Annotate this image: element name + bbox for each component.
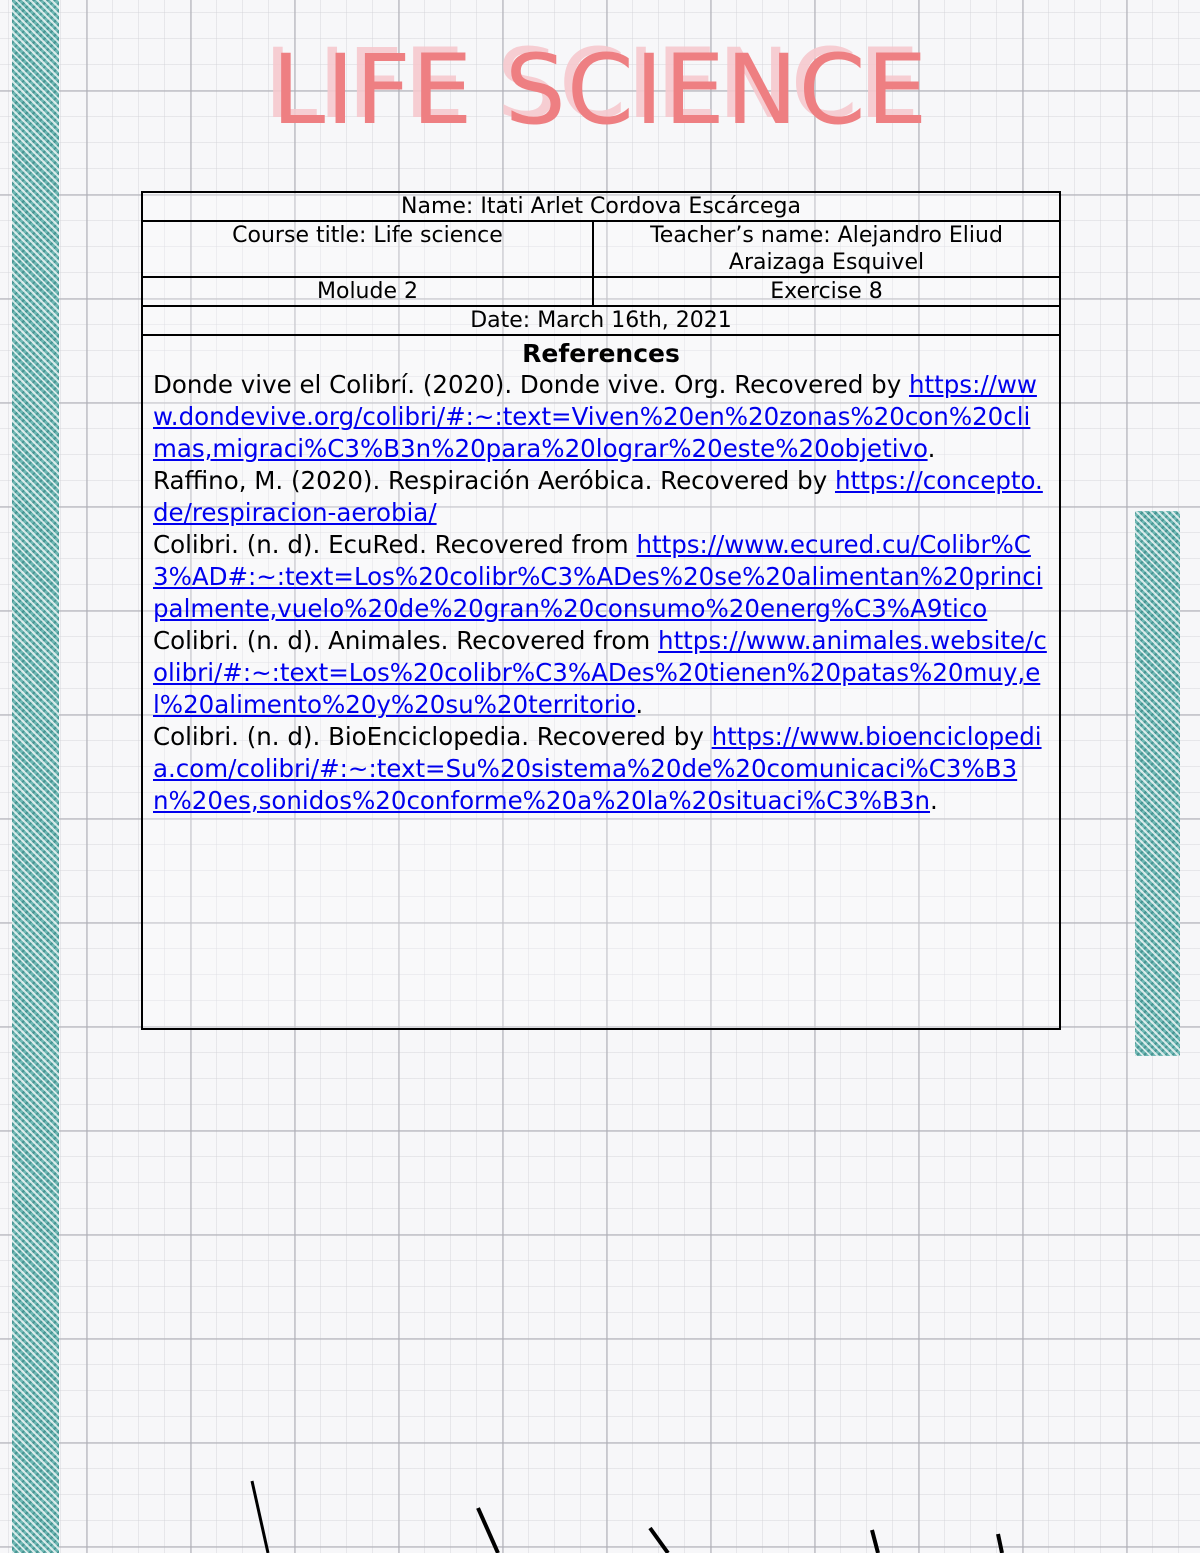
sketch-stroke (872, 1530, 878, 1553)
reference-item: Donde vive el Colibrí. (2020). Donde vive. Org. Recovered by https://www.dondevive.org/colibri/#:~:text=Viven%20en%20zonas%20con%20climas,migraci%C3%B3n%20para%20lograr%20este%20objetivo. (153, 370, 1037, 463)
sketch-stroke (650, 1528, 668, 1553)
reference-item: Colibri. (n. d). Animales. Recovered from https://www.animales.website/colibri/#:~:text=Los%20colibr%C3%ADes%20tienen%20patas%20muy,el%20alimento%20y%20su%20territorio. (153, 626, 1047, 719)
decorative-sketch-lines (0, 1480, 1200, 1553)
sketch-stroke (998, 1534, 1002, 1553)
reference-link[interactable]: https://concepto.de/respiracion-aerobia/ (153, 466, 1043, 527)
teacher-name: Teacher’s name: Alejandro Eliud Araizaga Esquivel (593, 221, 1060, 277)
references-cell (142, 335, 1060, 1029)
washi-tape-right (1135, 511, 1180, 1056)
sketch-stroke (478, 1508, 498, 1553)
reference-item: Colibri. (n. d). BioEnciclopedia. Recovered by https://www.bioenciclopedia.com/colibri/#:~:text=Su%20sistema%20de%20comunicaci%C3%B3n%20es,sonidos%20conforme%20a%20la%20situaci%C3%B3n. (153, 722, 1042, 815)
reference-link[interactable]: https://www.dondevive.org/colibri/#:~:text=Viven%20en%20zonas%20con%20climas,migraci%C3%B3n%20para%20lograr%20este%20objetivo (153, 370, 1037, 463)
student-name: Name: Itati Arlet Cordova Escárcega (142, 192, 1060, 221)
reference-link[interactable]: https://www.animales.website/colibri/#:~:text=Los%20colibr%C3%ADes%20tienen%20patas%20muy,el%20alimento%20y%20su%20territorio (153, 626, 1047, 719)
references-heading: References (522, 339, 680, 368)
reference-item: Raffino, M. (2020). Respiración Aeróbica. Recovered by https://concepto.de/respiracion-aerobia/ (153, 466, 1043, 527)
info-table (141, 191, 1061, 1030)
reference-item: Colibri. (n. d). EcuRed. Recovered from https://www.ecured.cu/Colibr%C3%AD#:~:text=Los%20colibr%C3%ADes%20se%20alimentan%20principalmente,vuelo%20de%20gran%20consumo%20energ%C3%A9tico (153, 530, 1043, 623)
reference-link[interactable]: https://www.bioenciclopedia.com/colibri/#:~:text=Su%20sistema%20de%20comunicaci%C3%B3n%20es,sonidos%20conforme%20a%20la%20situaci%C3%B3n (153, 722, 1042, 815)
course-title: Course title: Life science (142, 221, 593, 277)
page-title: LIFE SCIENCE (271, 34, 929, 146)
module-label: Molude 2 (142, 277, 593, 306)
exercise-label: Exercise 8 (593, 277, 1060, 306)
washi-tape-left (12, 0, 59, 1553)
reference-link[interactable]: https://www.ecured.cu/Colibr%C3%AD#:~:text=Los%20colibr%C3%ADes%20se%20alimentan%20principalmente,vuelo%20de%20gran%20consumo%20energ%C3%A9tico (153, 530, 1043, 623)
date-label: Date: March 16th, 2021 (142, 306, 1060, 335)
sketch-stroke (252, 1481, 268, 1553)
